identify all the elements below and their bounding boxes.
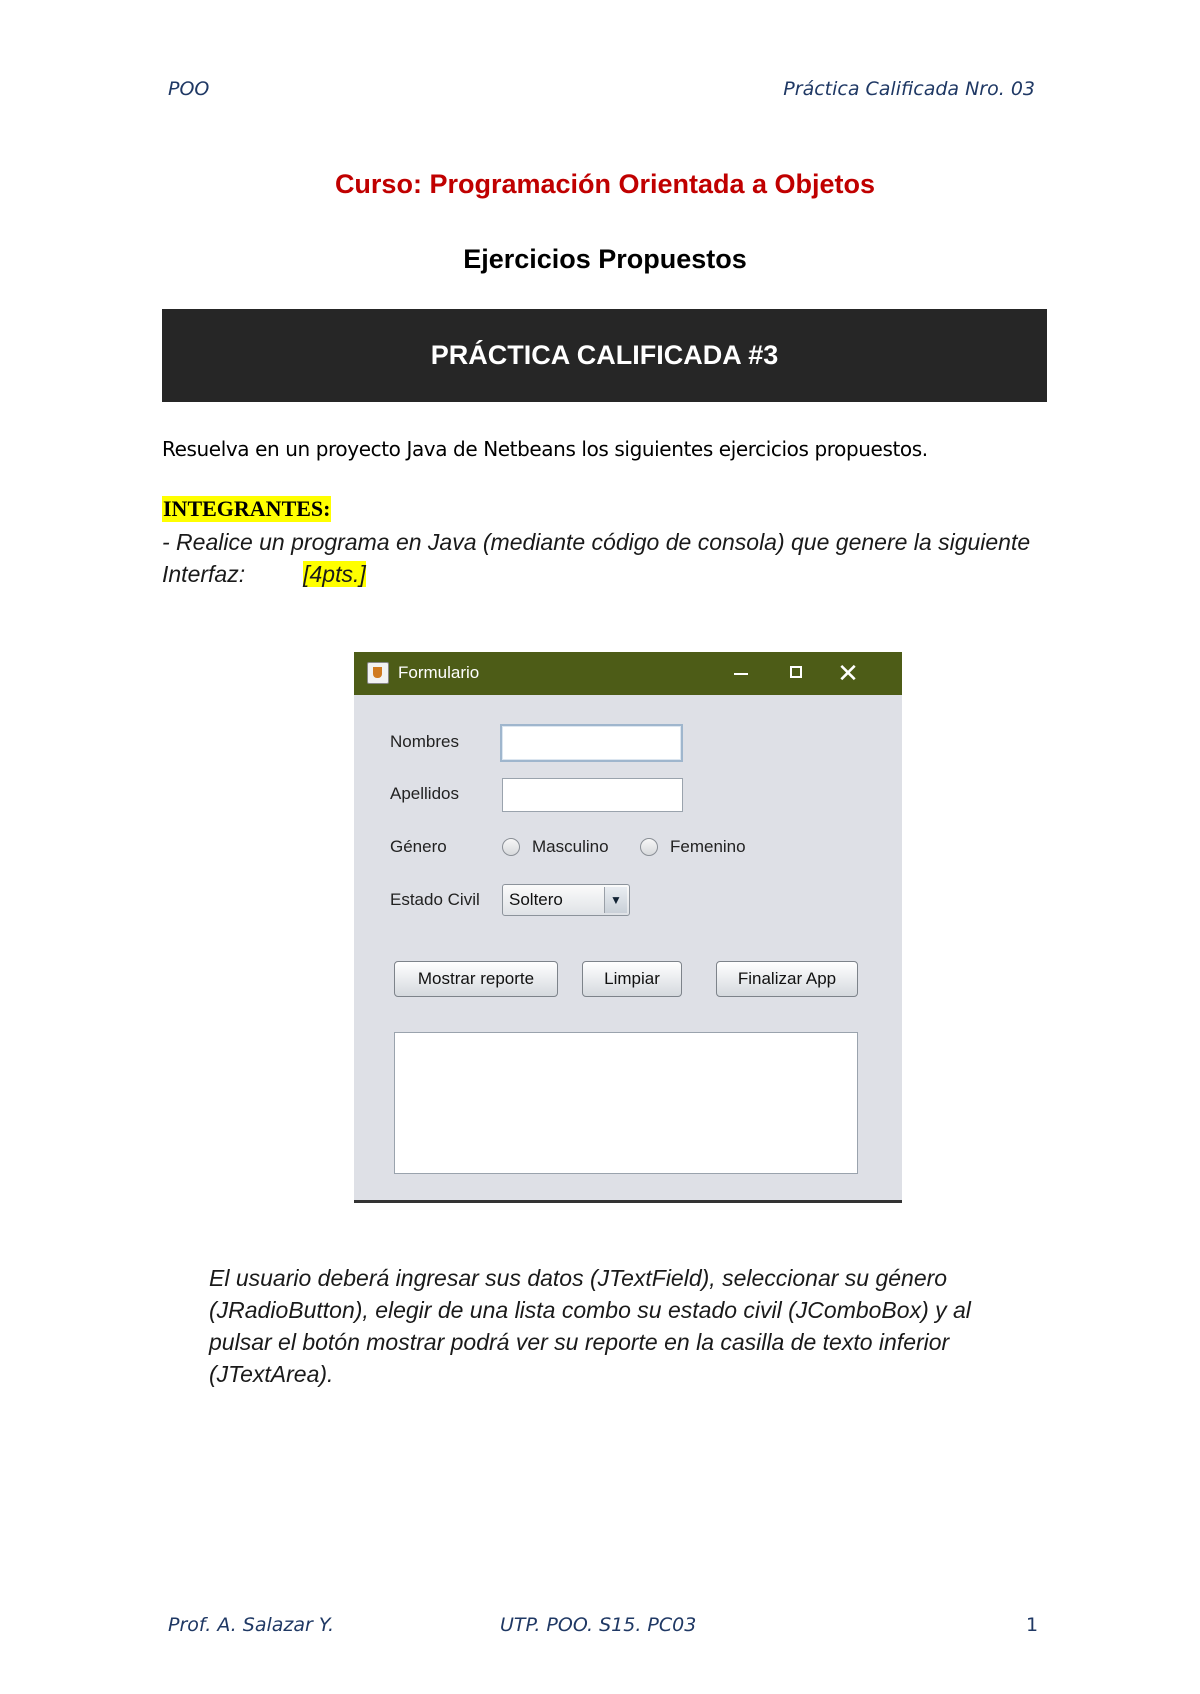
apellidos-label: Apellidos bbox=[390, 784, 459, 803]
task-interfaz-text: Interfaz: bbox=[162, 561, 246, 587]
header-right: Práctica Calificada Nro. 03 bbox=[783, 78, 1035, 100]
limpiar-button[interactable]: Limpiar bbox=[582, 961, 682, 997]
section-subtitle: Ejercicios Propuestos bbox=[463, 244, 747, 274]
integrantes-label: INTEGRANTES: bbox=[163, 496, 331, 521]
radio-femenino-label[interactable]: Femenino bbox=[670, 837, 746, 856]
task-line-1: - Realice un programa en Java (mediante código de consola) que genere la siguiente bbox=[162, 529, 1031, 555]
window-titlebar bbox=[354, 652, 902, 695]
estado-civil-combo[interactable] bbox=[502, 884, 630, 916]
task-line-2 bbox=[162, 558, 1092, 590]
description-line-2: (JRadioButton), elegir de una lista combo su estado civil (JComboBox) y al bbox=[209, 1297, 971, 1323]
minimize-icon[interactable] bbox=[718, 658, 762, 688]
header-left: POO bbox=[168, 78, 210, 100]
chevron-down-icon[interactable]: ▼ bbox=[604, 887, 627, 913]
report-textarea[interactable] bbox=[394, 1032, 858, 1174]
radio-femenino[interactable] bbox=[640, 838, 658, 856]
footer-course-code: UTP. POO. S15. PC03 bbox=[500, 1614, 697, 1636]
radio-masculino[interactable] bbox=[502, 838, 520, 856]
course-title: Curso: Programación Orientada a Objetos bbox=[334, 169, 876, 199]
footer-author: Prof. A. Salazar Y. bbox=[168, 1614, 335, 1636]
window-title: Formulario bbox=[398, 663, 480, 682]
nombres-field[interactable] bbox=[500, 724, 683, 762]
close-icon[interactable]: ✕ bbox=[837, 658, 859, 688]
combo-selected-value: Soltero bbox=[509, 890, 563, 909]
footer-page-number: 1 bbox=[1026, 1614, 1039, 1636]
task-points: [4pts.] bbox=[303, 561, 366, 587]
maximize-icon[interactable] bbox=[775, 658, 819, 688]
description-line-4: (JTextArea). bbox=[209, 1361, 334, 1387]
radio-masculino-label[interactable]: Masculino bbox=[532, 837, 609, 856]
java-app-icon bbox=[367, 662, 389, 684]
genero-label: Género bbox=[390, 837, 447, 856]
description-line-1: El usuario deberá ingresar sus datos (JTextField), seleccionar su género bbox=[209, 1265, 948, 1291]
description-paragraph bbox=[209, 1262, 1039, 1390]
banner-text: PRÁCTICA CALIFICADA #3 bbox=[430, 340, 779, 370]
practice-banner bbox=[162, 309, 1047, 402]
estado-civil-label: Estado Civil bbox=[390, 890, 480, 909]
description-line-3: pulsar el botón mostrar podrá ver su reporte en la casilla de texto inferior bbox=[209, 1329, 950, 1355]
task-paragraph bbox=[162, 526, 1092, 590]
apellidos-field[interactable] bbox=[502, 778, 683, 812]
form-window bbox=[354, 652, 902, 1203]
mostrar-reporte-button[interactable]: Mostrar reporte bbox=[394, 961, 558, 997]
nombres-label: Nombres bbox=[390, 732, 459, 751]
intro-paragraph: Resuelva en un proyecto Java de Netbeans los siguientes ejercicios propuestos. bbox=[162, 437, 928, 461]
finalizar-app-button[interactable]: Finalizar App bbox=[716, 961, 858, 997]
